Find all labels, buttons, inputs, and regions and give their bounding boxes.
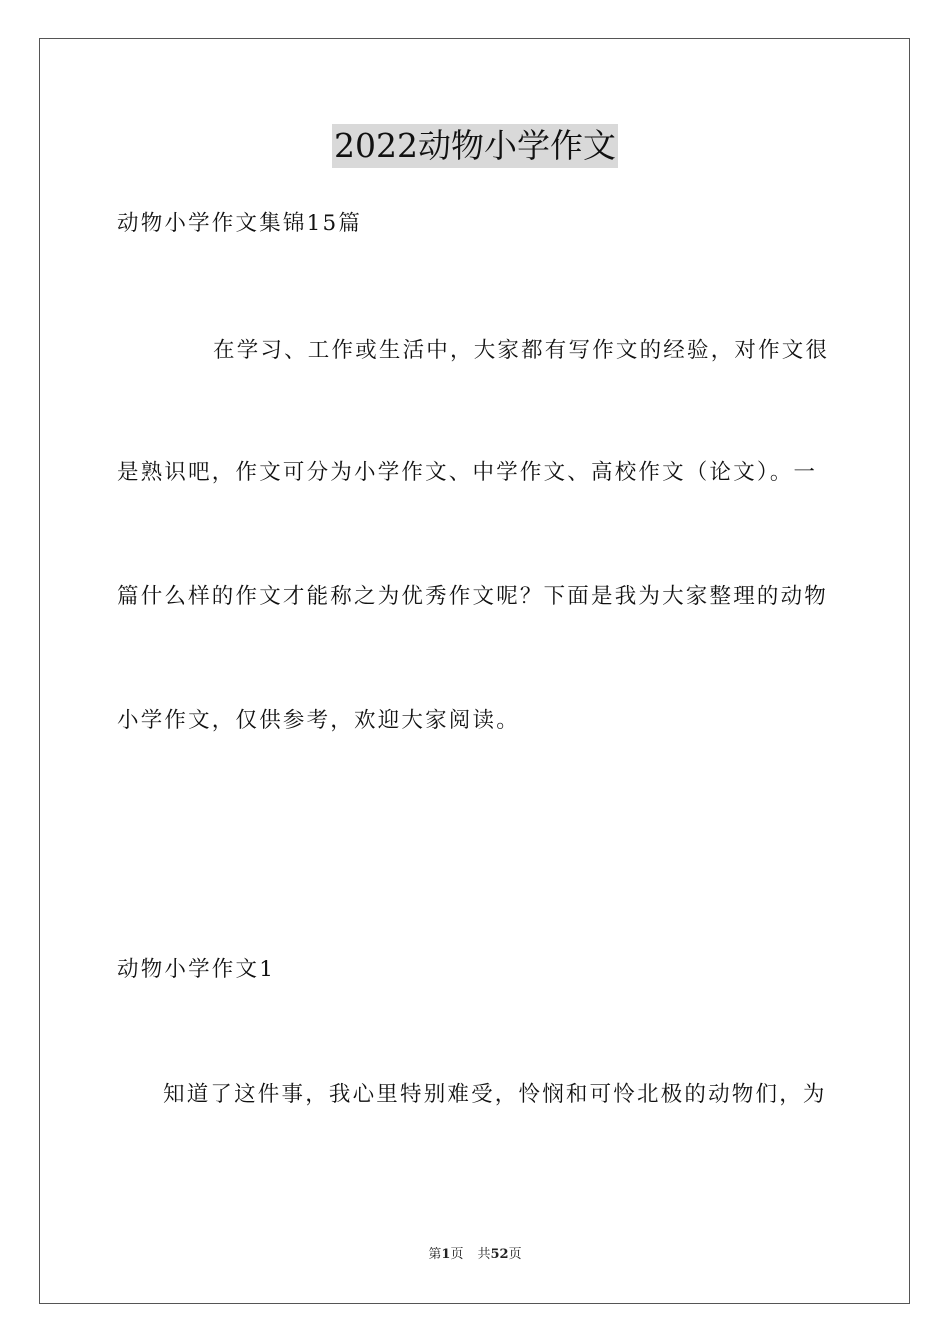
title-container <box>0 124 950 168</box>
page-number: 1 <box>441 1247 451 1262</box>
total-prefix: 共 <box>477 1247 491 1262</box>
document-title: 2022动物小学作文 <box>332 124 618 168</box>
page-suffix: 页 <box>450 1247 464 1262</box>
page-footer <box>0 1246 950 1264</box>
page-prefix: 第 <box>428 1247 442 1262</box>
intro-paragraph-line: 小学作文，仅供参考，欢迎大家阅读。 <box>117 708 520 733</box>
section-paragraph-line: 知道了这件事，我心里特别难受，怜悯和可怜北极的动物们，为 <box>163 1082 827 1107</box>
intro-paragraph-line: 在学习、工作或生活中，大家都有写作文的经验，对作文很 <box>213 338 830 363</box>
section-heading: 动物小学作文1 <box>117 957 276 982</box>
document-subtitle: 动物小学作文集锦15篇 <box>117 211 363 236</box>
intro-paragraph-line: 是熟识吧，作文可分为小学作文、中学作文、高校作文（论文）。一 <box>117 460 818 485</box>
total-pages: 52 <box>490 1247 509 1262</box>
total-suffix: 页 <box>508 1247 522 1262</box>
intro-paragraph-line: 篇什么样的作文才能称之为优秀作文呢？下面是我为大家整理的动物 <box>117 584 829 609</box>
